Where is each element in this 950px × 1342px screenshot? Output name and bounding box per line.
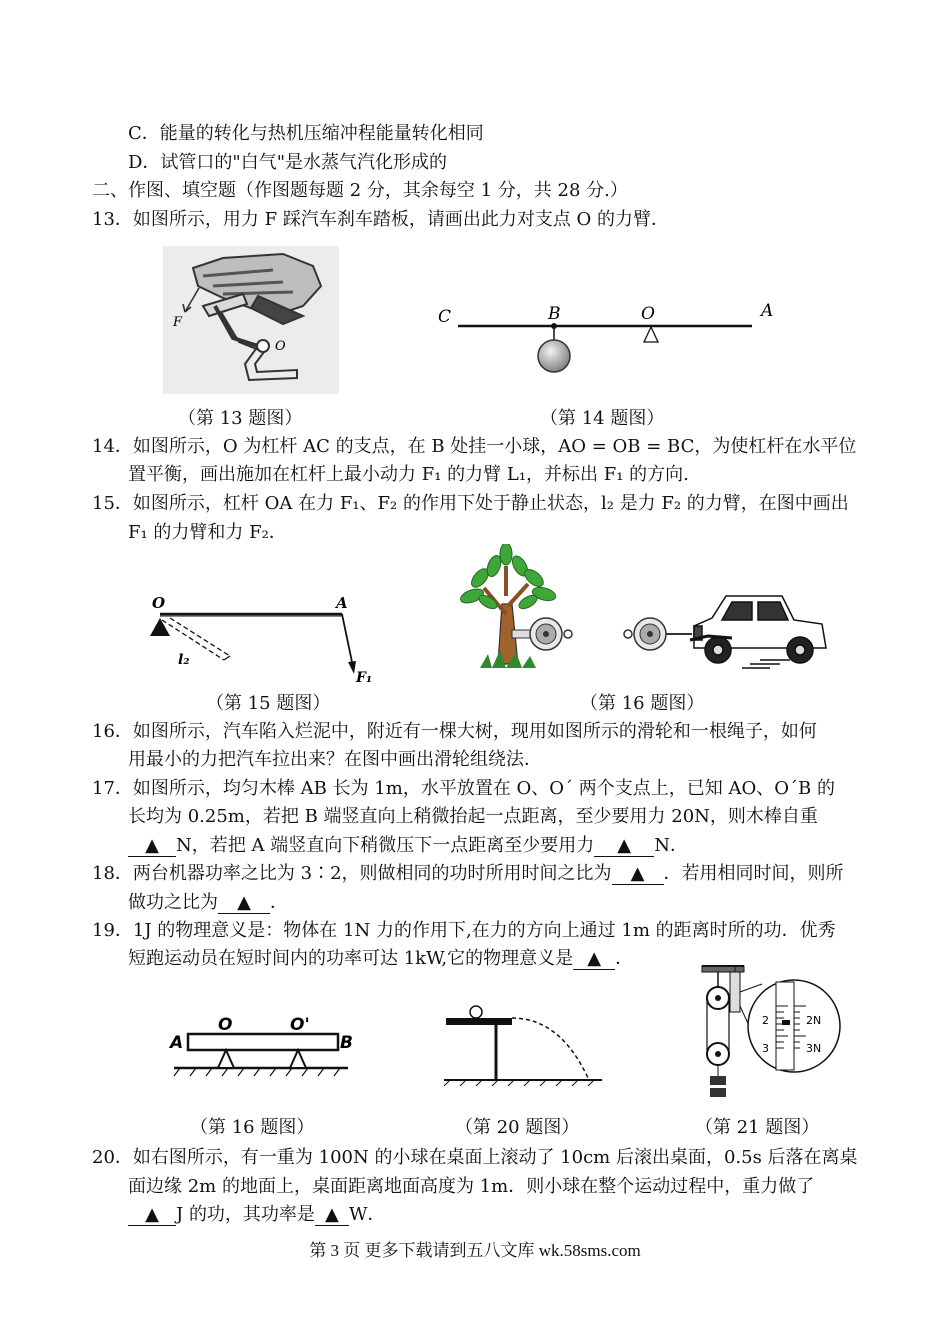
fig21-label-2: 2 — [762, 1014, 769, 1027]
fig15-label-f1: F₁ — [356, 670, 373, 686]
figure-17-rod — [166, 1012, 356, 1084]
figure-20-table-ball — [440, 1000, 620, 1092]
fig13-label-f: F — [173, 315, 183, 330]
fig17-label-o: O — [218, 1015, 233, 1035]
figure-21-pulley-scale — [696, 962, 844, 1104]
question-13: 13．如图所示，用力 F 踩汽车刹车踏板，请画出此力对支点 O 的力臂． — [92, 209, 670, 230]
caption-fig16b: （第 16 题图） — [190, 1117, 315, 1138]
fig21-label-3n: 3N — [806, 1042, 822, 1055]
answer-blank[interactable]: ▲ — [594, 836, 654, 857]
caption-fig20: （第 20 题图） — [455, 1117, 580, 1138]
fig15-label-a: A — [336, 594, 348, 612]
question-18-line2: 做功之比为 ▲ ． — [128, 892, 288, 913]
question-20-line3: ▲ J 的功，其功率是 ▲ W． — [128, 1202, 385, 1228]
question-18-line1: 18．两台机器功率之比为 3∶2，则做相同的功时所用时间之比为 ▲ ．若用相同时间，则所 — [92, 863, 844, 884]
question-17-line2: 长均为 0.25m，若把 B 端竖直向上稍微抬起一点距离，至少要用力 20N，则木棒自重 — [128, 806, 818, 827]
question-14-line2: 置平衡，画出施加在杠杆上最小动力 F₁ 的力臂 L₁，并标出 F₁ 的方向. — [128, 464, 689, 485]
fig15-label-l2: l₂ — [178, 652, 190, 668]
question-14-line1: 14．如图所示，O 为杠杆 AC 的支点，在 B 处挂一小球，AO = OB = BC，为使杠杆在水平位 — [92, 436, 857, 457]
page-footer: 第 3 页 更多下载请到五八文库 wk.58sms.com — [309, 1241, 641, 1260]
fig14-label-a: A — [761, 301, 774, 321]
answer-blank[interactable]: ▲ — [128, 836, 176, 857]
option-d: D．试管口的"白气"是水蒸气汽化形成的 — [128, 152, 447, 173]
answer-blank[interactable]: ▲ — [573, 949, 615, 970]
section-heading: 二、作图、填空题（作图题每题 2 分，其余每空 1 分，共 28 分.） — [92, 180, 628, 201]
question-17-line1: 17．如图所示，均匀木棒 AB 长为 1m，水平放置在 O、O´ 两个支点上，已知 AO、O´B 的 — [92, 778, 835, 799]
answer-blank[interactable]: ▲ — [612, 864, 664, 885]
question-16-line2: 用最小的力把汽车拉出来？在图中画出滑轮组绕法． — [128, 749, 542, 770]
question-19-line1: 19．1J 的物理意义是：物体在 1N 力的作用下,在力的方向上通过 1m 的距离时所的功．优秀 — [92, 920, 836, 941]
figure-14-lever — [430, 296, 780, 378]
fig14-label-c: C — [438, 307, 452, 327]
caption-fig21: （第 21 题图） — [695, 1117, 820, 1138]
fig17-label-a: A — [170, 1033, 184, 1053]
answer-blank[interactable]: ▲ — [128, 1205, 176, 1226]
fig14-label-o: O — [641, 304, 655, 324]
fig17-label-o-prime: O' — [290, 1015, 310, 1035]
answer-blank[interactable]: ▲ — [315, 1205, 349, 1226]
caption-fig16a: （第 16 题图） — [580, 693, 705, 714]
question-15-line1: 15．如图所示，杠杆 OA 在力 F₁、F₂ 的作用下处于静止状态，l₂ 是力 F₂ 的力臂，在图中画出 — [92, 493, 849, 514]
question-15-line2: F₁ 的力臂和力 F₂． — [128, 522, 287, 543]
question-20-line1: 20．如右图所示，有一重为 100N 的小球在桌面上滚动了 10cm 后滚出桌面，0.5s 后落在离桌 — [92, 1147, 858, 1168]
question-20-line2: 面边缘 2m 的地面上，桌面距离地面高度为 1m．则小球在整个运动过程中，重力做了 — [128, 1176, 815, 1197]
caption-fig14: （第 14 题图） — [540, 408, 665, 429]
fig14-label-b: B — [548, 304, 561, 324]
fig21-label-3: 3 — [762, 1042, 769, 1055]
option-c: C．能量的转化与热机压缩冲程能量转化相同 — [128, 123, 484, 144]
fig17-label-b: B — [340, 1033, 353, 1053]
answer-blank[interactable]: ▲ — [218, 893, 270, 914]
fig13-label-o: O — [275, 339, 286, 354]
question-16-line1: 16．如图所示，汽车陷入烂泥中，附近有一棵大树，现用如图所示的滑轮和一根绳子，如何 — [92, 721, 817, 742]
figure-13-brake-pedal — [163, 246, 339, 394]
question-17-line3: ▲ N，若把 A 端竖直向下稍微压下一点距离至少要用力 ▲ N． — [128, 833, 688, 859]
figure-16-tree-car — [450, 544, 835, 674]
caption-fig15: （第 15 题图） — [206, 693, 331, 714]
caption-fig13: （第 13 题图） — [178, 408, 303, 429]
question-19-line2: 短跑运动员在短时间内的功率可达 1kW,它的物理意义是 ▲ ． — [128, 948, 634, 969]
fig21-label-2n: 2N — [806, 1014, 822, 1027]
fig15-label-o: O — [152, 594, 166, 612]
figure-15-lever-oa — [146, 590, 376, 688]
